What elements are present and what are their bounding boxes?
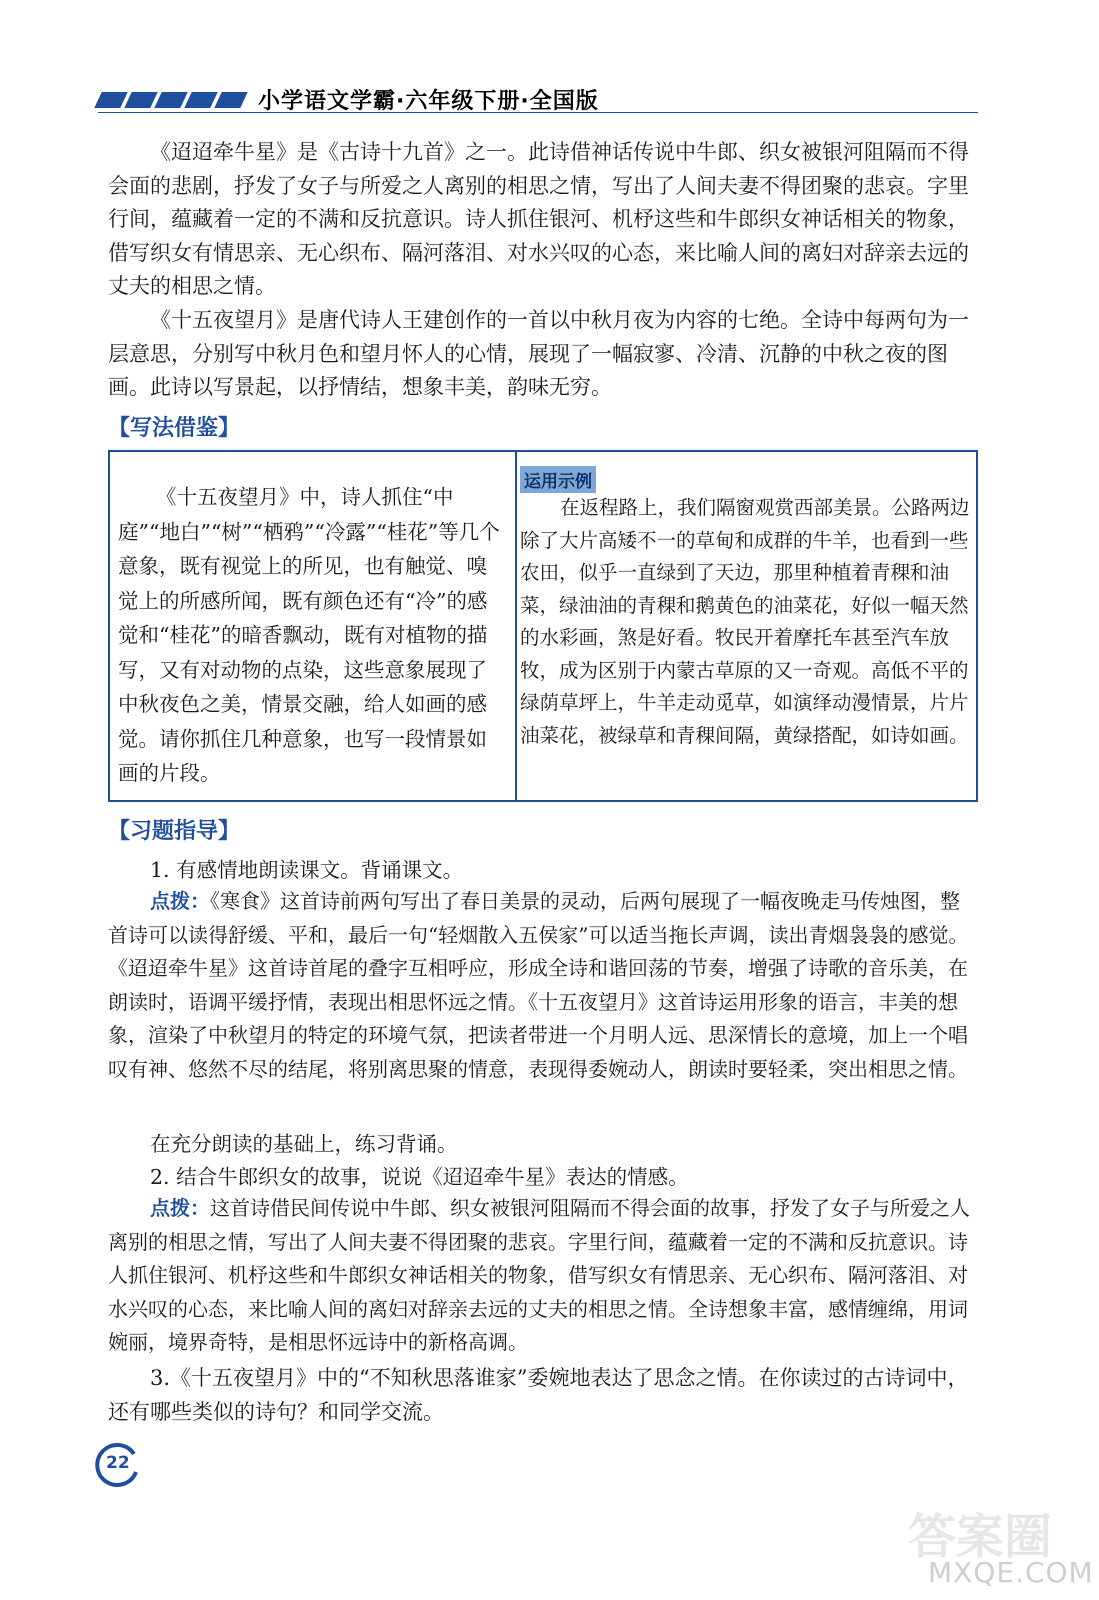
watermark xyxy=(908,1498,1094,1594)
question-1-note: 在充分朗读的基础上，练习背诵。 xyxy=(150,1132,458,1156)
watermark-url: MXQE.COM xyxy=(928,1556,1094,1589)
example-badge: 运用示例 xyxy=(520,466,596,493)
header-rule xyxy=(98,112,978,113)
header-stripes-decoration xyxy=(98,92,244,108)
example-text: 在返程路上，我们隔窗观赏西部美景。公路两边除了大片高矮不一的草甸和成群的牛羊，也看到一些农田，似乎一直绿到了天边，那里种植着青稞和油菜，绿油油的青稞和鹅黄色的油菜花，好似一幅天然的水彩画，煞是好看。牧民开着摩托车甚至汽车放牧，成为区别于内蒙古草原的又一奇观。高低不平的绿荫草坪上，牛羊走动觅草，如演绎动漫情景，片片油菜花，被绿草和青稞间隔，黄绿搭配，如诗如画。 xyxy=(520,496,970,747)
question-1: 1. 有感情地朗读课文。背诵课文。 xyxy=(150,858,464,882)
hint-1-label: 点拨： xyxy=(150,889,210,913)
hint-2 xyxy=(108,1192,976,1360)
intro-paragraph-2: 《十五夜望月》是唐代诗人王建创作的一首以中秋月夜为内容的七绝。全诗中每两句为一层意思，分别写中秋月色和望月怀人的心情，展现了一幅寂寥、冷清、沉静的中秋之夜的图画。此诗以写景起，以抒情结，想象丰美，韵味无穷。 xyxy=(108,308,969,399)
box-divider xyxy=(515,452,517,800)
intro-paragraph-1: 《迢迢牵牛星》是《古诗十九首》之一。此诗借神话传说中牛郎、织女被银河阻隔而不得会面的悲剧，抒发了女子与所爱之人离别的相思之情，写出了人间夫妻不得团聚的悲哀。字里行间，蕴藏着一定的不满和反抗意识。诗人抓住银河、机杼这些和牛郎织女神话相关的物象，借写织女有情思亲、无心织布、隔河落泪、对水兴叹的心态，来比喻人间的离妇对辞亲去远的丈夫的相思之情。 xyxy=(108,140,969,298)
hint-2-text: 这首诗借民间传说中牛郎、织女被银河阻隔而不得会面的故事，抒发了女子与所爱之人离别的相思之情，写出了人间夫妻不得团聚的悲哀。字里行间，蕴藏着一定的不满和反抗意识。诗人抓住银河、机杼这些和牛郎织女神话相关的物象，借写织女有情思亲、无心织布、隔河落泪、对水兴叹的心态，来比喻人间的离妇对辞亲去远的丈夫的相思之情。全诗想象丰富，感情缠绵，用词婉丽，境界奇特，是相思怀远诗中的新格高调。 xyxy=(108,1196,970,1354)
writing-section-label: 【写法借鉴】 xyxy=(108,416,241,441)
question-3: 3.《十五夜望月》中的“不知秋思落谁家”委婉地表达了思念之情。在你读过的古诗词中，还有哪些类似的诗句？和同学交流。 xyxy=(108,1366,969,1424)
watermark-logo: 答案圈 xyxy=(908,1509,1053,1565)
hint-2-label: 点拨： xyxy=(150,1196,210,1220)
book-title: 小学语文学霸·六年级下册·全国版 xyxy=(258,89,599,114)
hint-1-text: 《寒食》这首诗前两句写出了春日美景的灵动，后两句展现了一幅夜晚走马传烛图，整首诗可以读得舒缓、平和，最后一句“轻烟散入五侯家”可以适当拖长声调，读出青烟袅袅的感觉。《迢迢牵牛星》这首诗首尾的叠字互相呼应，形成全诗和谐回荡的节奏，增强了诗歌的音乐美，在朗读时，语调平缓抒情，表现出相思怀远之情。《十五夜望月》这首诗运用形象的语言，丰美的想象，渲染了中秋望月的特定的环境气氛，把读者带进一个月明人远、思深情长的意境，加上一个唱叹有神、悠然不尽的结尾，将别离思聚的情意，表现得委婉动人，朗读时要轻柔，突出相思之情。 xyxy=(108,889,969,1081)
exercise-section-label: 【习题指导】 xyxy=(108,819,241,844)
question-2: 2. 结合牛郎织女的故事，说说《迢迢牵牛星》表达的情感。 xyxy=(150,1165,689,1189)
page-number-badge xyxy=(94,1440,142,1488)
writing-box xyxy=(108,450,978,802)
page-number: 22 xyxy=(106,1453,130,1473)
hint-1 xyxy=(108,885,976,1086)
page-header xyxy=(98,84,998,114)
writing-prompt: 《十五夜望月》中，诗人抓住“中庭”“地白”“树”“栖鸦”“冷露”“桂花”等几个意象，既有视觉上的所见，也有触觉、嗅觉上的所感所闻，既有颜色还有“冷”的感觉和“桂花”的暗香飘动，既有对植物的描写，又有对动物的点染，这些意象展现了中秋夜色之美，情景交融，给人如画的感觉。请你抓住几种意象，也写一段情景如画的片段。 xyxy=(118,485,500,785)
